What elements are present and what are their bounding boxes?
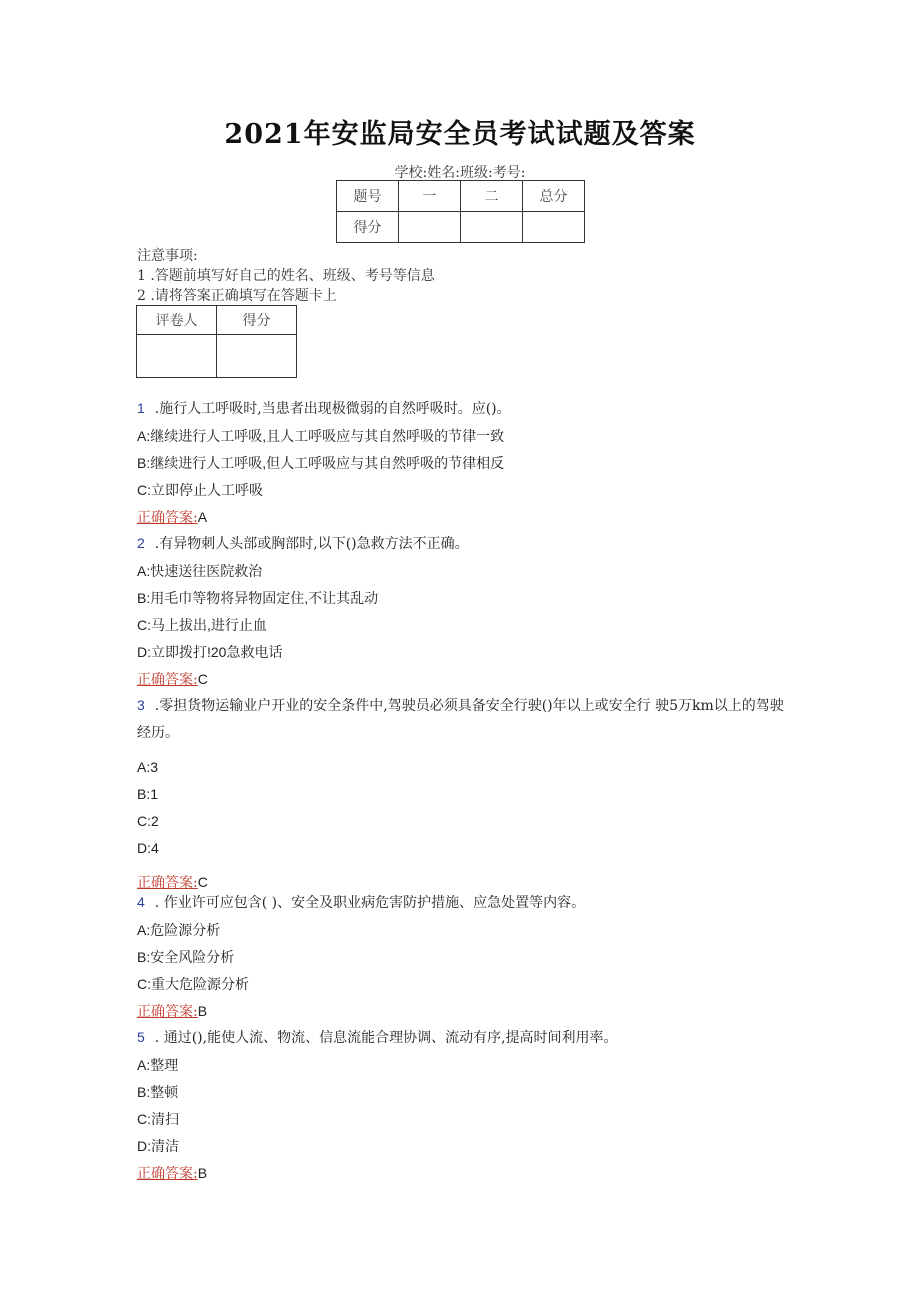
grader-table-header-row bbox=[137, 306, 297, 335]
question-5 bbox=[137, 1024, 797, 1188]
question-number: 3 bbox=[137, 697, 145, 713]
question-4 bbox=[137, 889, 797, 1026]
question-stem bbox=[137, 530, 797, 558]
grader-table bbox=[136, 305, 297, 378]
option: B:用毛巾等物将异物固定住,不让其乱动 bbox=[137, 590, 379, 606]
option: B:安全风险分析 bbox=[137, 949, 235, 965]
notes-heading: 注意事项: bbox=[137, 248, 198, 264]
score-cell-1 bbox=[399, 212, 461, 243]
question-3 bbox=[137, 692, 787, 897]
option: C:重大危险源分析 bbox=[137, 976, 249, 992]
option: D:清洁 bbox=[137, 1138, 179, 1154]
notes-section bbox=[137, 246, 435, 306]
answer-label: 正确答案: bbox=[137, 1166, 198, 1182]
score-cell-total bbox=[523, 212, 585, 243]
score-header-cell: 总分 bbox=[523, 181, 585, 212]
score-header-cell: 题号 bbox=[337, 181, 399, 212]
option: C:清扫 bbox=[137, 1111, 179, 1127]
question-1 bbox=[137, 395, 797, 532]
option: D:4 bbox=[137, 840, 159, 856]
question-stem bbox=[137, 1024, 797, 1052]
answer-value: A bbox=[197, 509, 208, 525]
question-text: . 通过(),能使人流、物流、信息流能合理协调、流动有序,提高时间利用率。 bbox=[154, 1030, 618, 1046]
option: A:整理 bbox=[137, 1057, 179, 1073]
grader-score-header: 得分 bbox=[217, 306, 297, 335]
option: B:1 bbox=[137, 786, 159, 802]
student-info-line: 学校:姓名:班级:考号: bbox=[394, 165, 526, 181]
option: A:危险源分析 bbox=[137, 922, 221, 938]
score-table-header-row bbox=[337, 181, 585, 212]
answer-line bbox=[137, 504, 797, 532]
answer-label: 正确答案: bbox=[137, 1004, 198, 1020]
question-text: .有异物刺人头部或胸部时,以下()急救方法不正确。 bbox=[154, 536, 469, 552]
answer-label: 正确答案: bbox=[137, 510, 198, 526]
question-number: 4 bbox=[137, 894, 145, 910]
score-table-score-row bbox=[337, 212, 585, 243]
answer-value: C bbox=[197, 671, 208, 687]
grader-table-body-row bbox=[137, 335, 297, 378]
grader-score-cell bbox=[217, 335, 297, 378]
option: A:继续进行人工呼吸,且人工呼吸应与其自然呼吸的节律一致 bbox=[137, 428, 505, 444]
score-row-label: 得分 bbox=[337, 212, 399, 243]
question-number: 5 bbox=[137, 1029, 145, 1045]
option: A:快速送往医院救治 bbox=[137, 563, 263, 579]
option: D:立即拨打!20急救电话 bbox=[137, 644, 283, 660]
answer-line bbox=[137, 666, 797, 694]
question-stem bbox=[137, 692, 787, 747]
score-header-cell: 一 bbox=[399, 181, 461, 212]
option: B:整顿 bbox=[137, 1084, 179, 1100]
score-table bbox=[336, 180, 585, 243]
grader-header: 评卷人 bbox=[137, 306, 217, 335]
answer-value: C bbox=[197, 874, 208, 890]
option: C:马上拔出,进行止血 bbox=[137, 617, 267, 633]
answer-line bbox=[137, 998, 797, 1026]
question-2 bbox=[137, 530, 797, 694]
score-cell-2 bbox=[461, 212, 523, 243]
option: C:2 bbox=[137, 813, 159, 829]
option: C:立即停止人工呼吸 bbox=[137, 482, 263, 498]
grader-cell bbox=[137, 335, 217, 378]
notes-item: 2 .请将答案正确填写在答题卡上 bbox=[137, 288, 337, 304]
answer-label: 正确答案: bbox=[137, 875, 198, 891]
answer-line bbox=[137, 1160, 797, 1188]
answer-value: B bbox=[197, 1003, 208, 1019]
question-text: .零担货物运输业户开业的安全条件中,驾驶员必须具备安全行驶()年以上或安全行 驶5万km以上的驾驶经历。 bbox=[137, 698, 784, 741]
question-number: 1 bbox=[137, 400, 145, 416]
question-text: .施行人工呼吸时,当患者出现极微弱的自然呼吸时。应()。 bbox=[154, 401, 511, 417]
notes-item: 1 .答题前填写好自己的姓名、班级、考号等信息 bbox=[137, 268, 435, 284]
answer-value: B bbox=[197, 1165, 208, 1181]
option: B:继续进行人工呼吸,但人工呼吸应与其自然呼吸的节律相反 bbox=[137, 455, 505, 471]
question-number: 2 bbox=[137, 535, 145, 551]
document-title: 2021年安监局安全员考试试题及答案 bbox=[224, 119, 696, 150]
question-text: . 作业许可应包含( )、安全及职业病危害防护措施、应急处置等内容。 bbox=[154, 895, 586, 911]
option: A:3 bbox=[137, 759, 159, 775]
question-stem bbox=[137, 395, 797, 423]
answer-label: 正确答案: bbox=[137, 672, 198, 688]
score-header-cell: 二 bbox=[461, 181, 523, 212]
question-stem bbox=[137, 889, 797, 917]
